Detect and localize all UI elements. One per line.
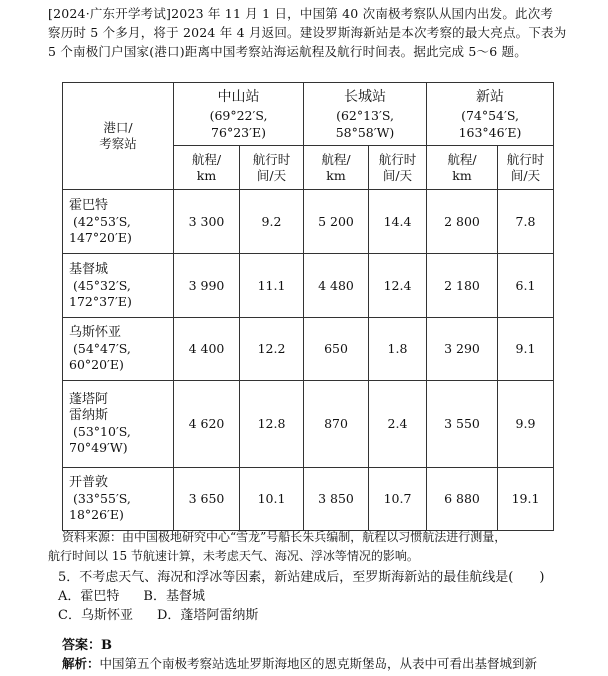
table-cell: 2 180 bbox=[427, 254, 498, 318]
source-line-2: 航行时间以 15 节航速计算，未考虑天气、海况、浮冰等情况的影响。 bbox=[48, 549, 419, 563]
option-d[interactable]: D．蓬塔阿雷纳斯 bbox=[156, 608, 259, 623]
table-row bbox=[63, 254, 554, 318]
table-cell: 11.1 bbox=[240, 254, 304, 318]
station-name: 新站 bbox=[476, 89, 504, 105]
table-row bbox=[63, 318, 554, 381]
port-cell bbox=[63, 318, 174, 381]
table-row bbox=[63, 468, 554, 531]
station-header-new bbox=[427, 83, 554, 146]
station-coord: (69°22′S, bbox=[209, 108, 268, 123]
table-cell: 9.2 bbox=[240, 190, 304, 254]
table-cell: 3 290 bbox=[427, 318, 498, 381]
port-cell bbox=[63, 468, 174, 531]
table-cell: 5 200 bbox=[304, 190, 369, 254]
subheader-text: km bbox=[452, 167, 472, 183]
port-coord: 70°49′W) bbox=[69, 440, 128, 455]
intro-line-3: 5 个南极门户国家(港口)距离中国考察站海运航程及航行时间表。据此完成 5～6 题。 bbox=[48, 44, 527, 59]
port-coord: (45°32′S, bbox=[73, 277, 131, 293]
port-coord: (33°55′S, bbox=[73, 491, 131, 506]
table-cell: 1.8 bbox=[369, 318, 427, 381]
route-table bbox=[62, 82, 554, 531]
port-name: 霍巴特 bbox=[69, 197, 109, 213]
table-cell: 12.8 bbox=[240, 381, 304, 468]
table-cell: 4 480 bbox=[304, 254, 369, 318]
corner-header-line-1: 港口/ bbox=[103, 120, 133, 135]
subheader-text: 航行时 bbox=[506, 151, 545, 167]
table-cell: 4 620 bbox=[174, 381, 240, 468]
table-cell: 4 400 bbox=[174, 318, 240, 381]
corner-header bbox=[63, 83, 174, 190]
port-coord: 147°20′E) bbox=[69, 229, 132, 245]
analysis-text: 中国第五个南极考察站选址罗斯海地区的恩克斯堡岛，从表中可看出基督城到新 bbox=[99, 656, 538, 671]
table-cell: 3 550 bbox=[427, 381, 498, 468]
table-cell: 12.2 bbox=[240, 318, 304, 381]
port-coord: (54°47′S, bbox=[73, 341, 131, 356]
port-coord: 172°37′E) bbox=[69, 293, 132, 309]
analysis-label: 解析： bbox=[62, 656, 100, 671]
options-row-2 bbox=[58, 606, 598, 625]
port-cell bbox=[63, 190, 174, 254]
option-c[interactable]: C．乌斯怀亚 bbox=[58, 608, 133, 623]
table-cell: 870 bbox=[304, 381, 369, 468]
data-source-note bbox=[48, 528, 593, 566]
table-cell: 2 800 bbox=[427, 190, 498, 254]
station-coord: 58°58′W) bbox=[335, 125, 395, 140]
answer-line: 答案：B bbox=[62, 638, 112, 653]
analysis-line bbox=[62, 654, 602, 672]
table-cell: 7.8 bbox=[498, 190, 554, 254]
station-coord: (74°54′S, bbox=[461, 108, 519, 123]
port-name-line-2: 雷纳斯 bbox=[69, 408, 109, 423]
port-coord: (53°10′S, bbox=[73, 424, 131, 439]
intro-paragraph bbox=[48, 4, 592, 61]
subheader-distance bbox=[304, 146, 369, 190]
table-cell: 3 650 bbox=[174, 468, 240, 531]
station-name: 长城站 bbox=[344, 89, 386, 105]
option-a[interactable]: A．霍巴特 bbox=[58, 589, 120, 604]
port-name: 蓬塔阿 bbox=[69, 392, 109, 407]
subheader-time bbox=[369, 146, 427, 190]
table-cell: 3 300 bbox=[174, 190, 240, 254]
port-coord: (42°53′S, bbox=[73, 213, 131, 229]
table-cell: 3 850 bbox=[304, 468, 369, 531]
subheader-text: 航行时 bbox=[252, 151, 291, 167]
table-cell: 3 990 bbox=[174, 254, 240, 318]
port-coord: 60°20′E) bbox=[69, 357, 124, 372]
corner-header-line-2: 考察站 bbox=[99, 136, 137, 151]
table-cell: 6.1 bbox=[498, 254, 554, 318]
source-line-1: 资料来源：由中国极地研究中心“雪龙”号船长朱兵编制，航程以习惯航法进行测量， bbox=[62, 530, 507, 544]
subheader-text: 间/天 bbox=[256, 167, 287, 183]
intro-line-1: [2024·广东开学考试]2023 年 11 月 1 日，中国第 40 次南极考察队从国内出发。此次考 bbox=[48, 6, 554, 21]
port-name: 基督城 bbox=[69, 261, 109, 277]
subheader-text: 航程/ bbox=[447, 151, 477, 167]
table-header-row bbox=[63, 83, 554, 146]
port-name: 开普敦 bbox=[69, 475, 109, 490]
station-coord: 76°23′E) bbox=[211, 125, 266, 140]
question-5 bbox=[58, 568, 598, 625]
subheader-text: 间/天 bbox=[382, 167, 413, 183]
station-header-zhongshan bbox=[174, 83, 304, 146]
table-cell: 6 880 bbox=[427, 468, 498, 531]
table-cell: 9.9 bbox=[498, 381, 554, 468]
port-cell bbox=[63, 254, 174, 318]
table-cell: 14.4 bbox=[369, 190, 427, 254]
subheader-text: km bbox=[326, 167, 346, 183]
subheader-time bbox=[240, 146, 304, 190]
subheader-distance bbox=[174, 146, 240, 190]
station-coord: (62°13′S, bbox=[336, 108, 394, 123]
port-name: 乌斯怀亚 bbox=[69, 325, 122, 340]
station-header-changcheng bbox=[304, 83, 427, 146]
options-row-1 bbox=[58, 587, 598, 606]
station-coord: 163°46′E) bbox=[458, 125, 522, 140]
option-b[interactable]: B．基督城 bbox=[143, 589, 205, 604]
table-cell: 19.1 bbox=[498, 468, 554, 531]
table-cell: 650 bbox=[304, 318, 369, 381]
subheader-text: 航程/ bbox=[191, 151, 222, 167]
subheader-text: 航行时 bbox=[378, 151, 417, 167]
station-name: 中山站 bbox=[217, 89, 260, 105]
port-coord: 18°26′E) bbox=[69, 507, 124, 522]
intro-line-2: 察历时 5 个多月，将于 2024 年 4 月返回。建设罗斯海新站是本次考察的最大亮点。下表为 bbox=[48, 25, 567, 40]
table-cell: 2.4 bbox=[369, 381, 427, 468]
table-row bbox=[63, 381, 554, 468]
table-cell: 9.1 bbox=[498, 318, 554, 381]
subheader-text: 间/天 bbox=[510, 167, 541, 183]
question-stem: 5．不考虑天气、海况和浮冰等因素，新站建成后，至罗斯海新站的最佳航线是( ) bbox=[58, 570, 545, 585]
table-row bbox=[63, 190, 554, 254]
table-cell: 12.4 bbox=[369, 254, 427, 318]
table-cell: 10.1 bbox=[240, 468, 304, 531]
subheader-time bbox=[498, 146, 554, 190]
subheader-text: km bbox=[196, 167, 217, 183]
subheader-text: 航程/ bbox=[321, 151, 351, 167]
port-cell bbox=[63, 381, 174, 468]
subheader-distance bbox=[427, 146, 498, 190]
table-cell: 10.7 bbox=[369, 468, 427, 531]
